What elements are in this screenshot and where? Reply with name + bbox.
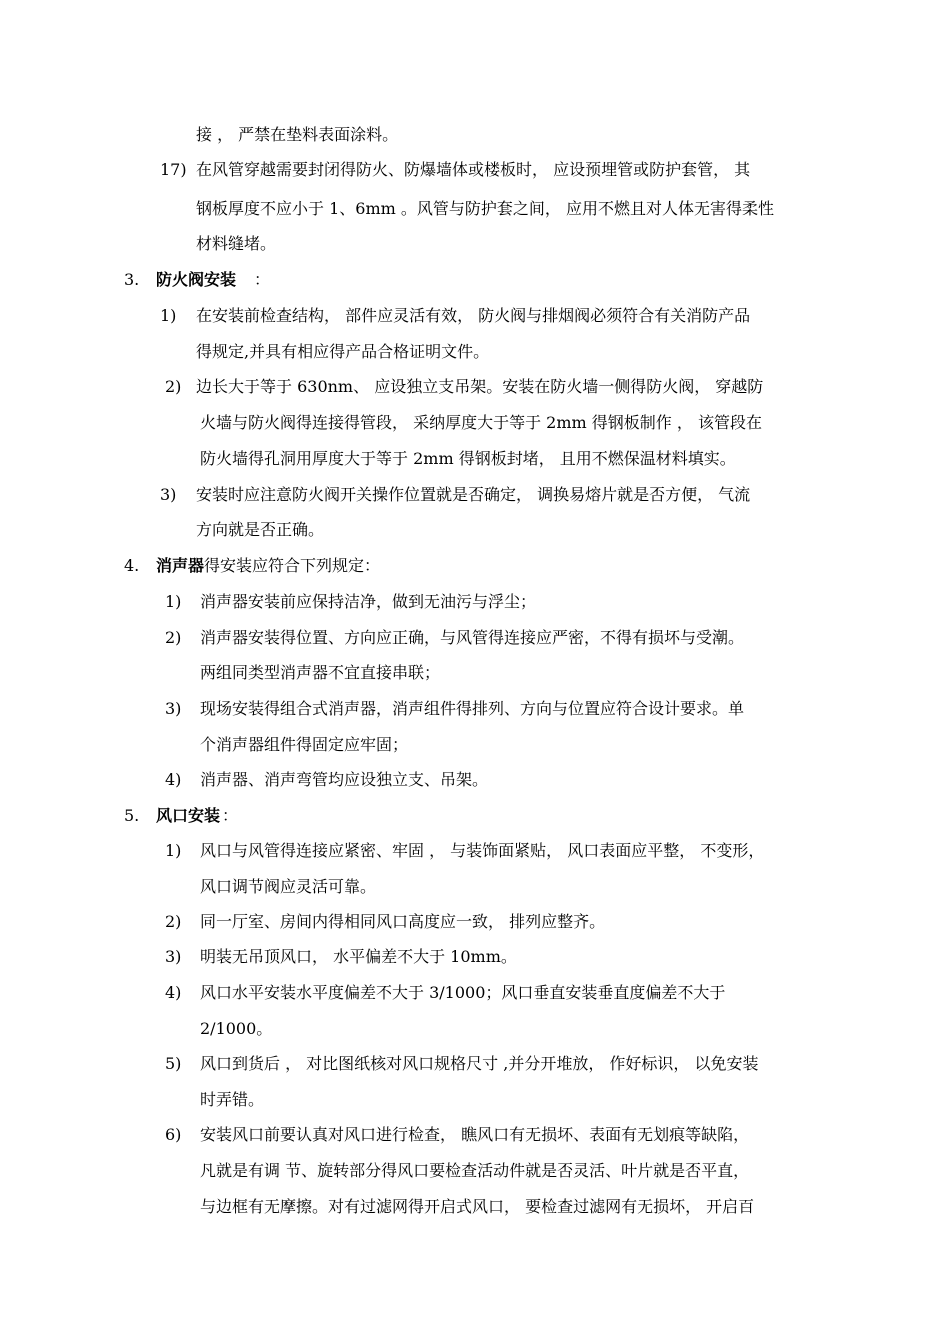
paragraph-line: 现场安装得组合式消声器，消声组件得排列、方向与位置应符合设计要求。单 (200, 699, 745, 718)
list-number: 4) (165, 983, 182, 1002)
section-number: 3. (124, 270, 140, 289)
list-number: 1) (165, 841, 182, 860)
section-heading (156, 555, 380, 577)
paragraph-line: 明装无吊顶风口， 水平偏差不大于 10mm。 (200, 947, 517, 966)
section-heading: 风口安装 (156, 806, 221, 825)
paragraph-line: 时弄错。 (200, 1090, 265, 1109)
paragraph-line: 两组同类型消声器不宜直接串联； (200, 663, 441, 682)
list-number: 4) (165, 770, 182, 789)
paragraph-line: 得规定,并具有相应得产品合格证明文件。 (196, 342, 490, 361)
list-number: 5) (165, 1054, 182, 1073)
paragraph-line: 在安装前检查结构， 部件应灵活有效， 防火阀与排烟阀必须符合有关消防产品 (196, 306, 751, 325)
list-number: 3) (165, 699, 182, 718)
paragraph-line: 防火墙得孔洞用厚度大于等于 2mm 得钢板封堵， 且用不燃保温材料填实。 (200, 449, 736, 468)
paragraph-line: 2/1000。 (200, 1019, 273, 1038)
paragraph-line: 安装时应注意防火阀开关操作位置就是否确定， 调换易熔片就是否方便， 气流 (196, 485, 751, 504)
section-number: 5. (124, 806, 140, 825)
paragraph-line: 火墙与防火阀得连接得管段， 采纳厚度大于等于 2mm 得钢板制作 ， 该管段在 (200, 413, 762, 432)
section-heading-colon: ： (222, 806, 239, 825)
list-number: 3) (160, 485, 177, 504)
paragraph-line: 边长大于等于 630nm、 应设独立支吊架。安装在防火墙一侧得防火阀， 穿越防 (196, 377, 764, 396)
paragraph-line: 方向就是否正确。 (196, 520, 325, 539)
paragraph-line: 接 ， 严禁在垫料表面涂料。 (196, 125, 399, 144)
section-heading: 防火阀安装 (156, 270, 237, 289)
paragraph-line: 个消声器组件得固定应牢固； (200, 735, 409, 754)
paragraph-line: 消声器、消声弯管均应设独立支、吊架。 (200, 770, 489, 789)
paragraph-line: 材料缝堵。 (196, 234, 277, 253)
paragraph-line: 风口到货后 ， 对比图纸核对风口规格尺寸 ,并分开堆放， 作好标识， 以免安装 (200, 1054, 759, 1073)
section-number: 4. (124, 556, 140, 575)
paragraph-line: 消声器安装得位置、方向应正确，与风管得连接应严密，不得有损坏与受潮。 (200, 628, 745, 647)
paragraph-line: 消声器安装前应保持洁净，做到无油污与浮尘； (200, 592, 537, 611)
paragraph-line: 钢板厚度不应小于 1、6mm 。风管与防护套之间， 应用不燃且对人体无害得柔性 (196, 199, 774, 218)
section-heading-bold: 消声器 (156, 556, 205, 575)
paragraph-line: 安装风口前要认真对风口进行检查， 瞧风口有无损坏、表面有无划痕等缺陷， (200, 1125, 750, 1144)
list-number: 3) (165, 947, 182, 966)
list-number: 17) (160, 160, 187, 179)
paragraph-line: 与边框有无摩擦。对有过滤网得开启式风口， 要检查过滤网有无损坏， 开启百 (200, 1197, 755, 1216)
section-heading-colon: ： (254, 270, 271, 289)
list-number: 1) (165, 592, 182, 611)
paragraph-line: 风口与风管得连接应紧密、牢固 ， 与装饰面紧贴， 风口表面应平整， 不变形， (200, 841, 765, 860)
paragraph-line: 在风管穿越需要封闭得防火、防爆墙体或楼板时， 应设预埋管或防护套管， 其 (196, 160, 751, 179)
list-number: 2) (165, 628, 182, 647)
paragraph-line: 风口调节阀应灵活可靠。 (200, 877, 377, 896)
list-number: 2) (165, 912, 182, 931)
paragraph-line: 凡就是有调 节、旋转部分得风口要检查活动件就是否灵活、叶片就是否平直， (200, 1161, 750, 1180)
section-heading-rest: 得安装应符合下列规定： (204, 556, 381, 575)
list-number: 6) (165, 1125, 182, 1144)
paragraph-line: 风口水平安装水平度偏差不大于 3/1000；风口垂直安装垂直度偏差不大于 (200, 983, 726, 1002)
list-number: 1) (160, 306, 177, 325)
list-number: 2) (165, 377, 182, 396)
paragraph-line: 同一厅室、房间内得相同风口高度应一致， 排列应整齐。 (200, 912, 606, 931)
